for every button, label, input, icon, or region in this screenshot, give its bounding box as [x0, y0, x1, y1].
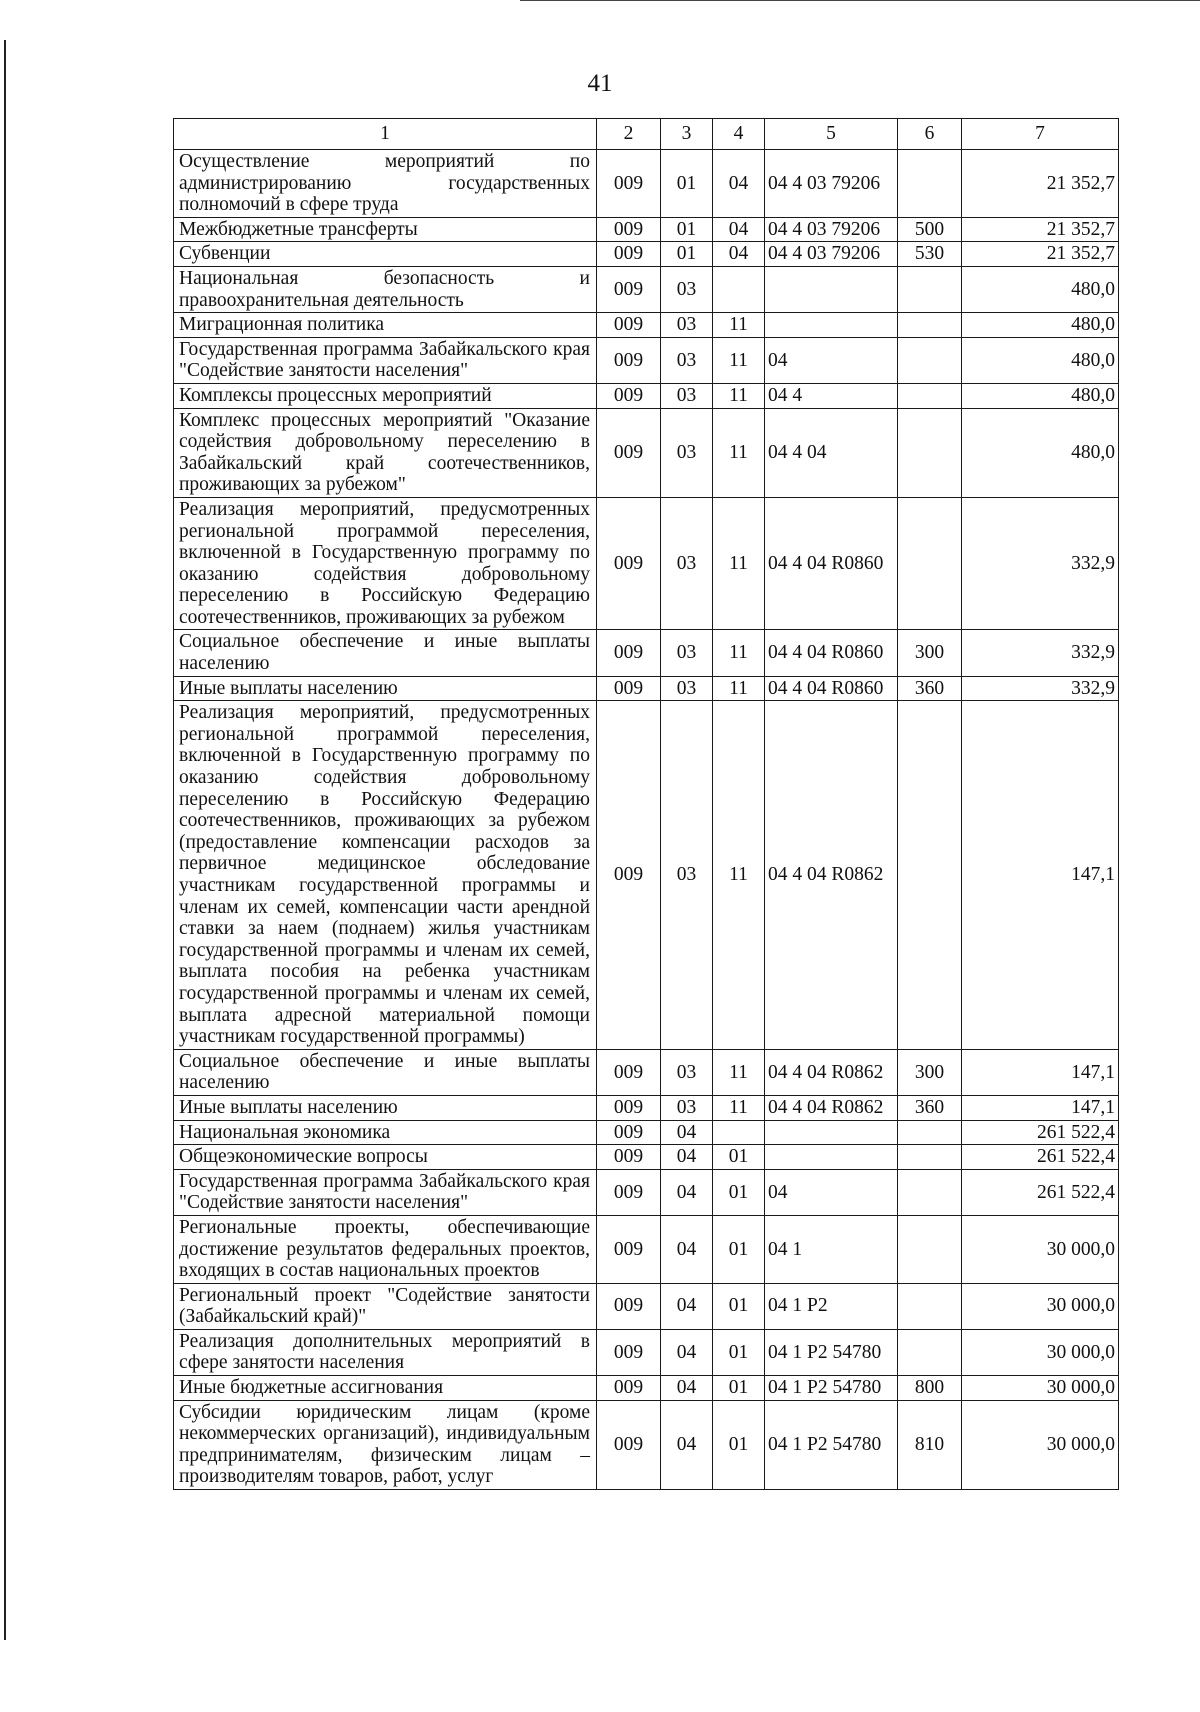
row-subsection-cell: 11	[713, 313, 765, 338]
table-row	[174, 1283, 1119, 1329]
row-amount-cell: 332,9	[962, 630, 1119, 676]
row-expense-type-cell	[898, 701, 962, 1050]
row-expense-type-cell	[898, 383, 962, 408]
table-row	[174, 1215, 1119, 1283]
row-expense-type-cell	[898, 1329, 962, 1375]
row-code-cell: 009	[597, 150, 661, 218]
row-code-cell: 009	[597, 242, 661, 267]
table-row	[174, 217, 1119, 242]
row-amount-cell: 261 522,4	[962, 1145, 1119, 1170]
table-row	[174, 1120, 1119, 1145]
row-subsection-cell: 11	[713, 676, 765, 701]
table-row	[174, 266, 1119, 312]
table-row	[174, 337, 1119, 383]
row-subsection-cell: 01	[713, 1376, 765, 1401]
row-amount-cell: 480,0	[962, 383, 1119, 408]
row-name-cell: Реализация мероприятий, предусмотренных региональной программой переселения, включенной в Государственную программу по оказанию содействия добровольному переселению в Российскую Федерацию соотечественников, проживающих за рубежом (предоставление компенсации расходов за первичное медицинское обследование участникам государственной программы и членам их семей, компенсации части арендной ставки за наем (поднаем) жилья участникам государственной программы и членам их семей, выплата пособия на ребенка участникам государственной программы и членам их семей, выплата адресной материальной помощи участникам государственной программы)	[174, 701, 597, 1050]
row-target-article-cell: 04 4 04 R0860	[765, 630, 898, 676]
row-name-cell: Региональные проекты, обеспечивающие достижение результатов федеральных проектов, входящих в состав национальных проектов	[174, 1215, 597, 1283]
row-section-cell: 04	[661, 1120, 713, 1145]
header-cell: 1	[174, 119, 597, 150]
row-subsection-cell: 01	[713, 1329, 765, 1375]
table-row	[174, 1329, 1119, 1375]
row-target-article-cell: 04 1 P2 54780	[765, 1376, 898, 1401]
row-code-cell: 009	[597, 217, 661, 242]
row-target-article-cell: 04 1 P2	[765, 1283, 898, 1329]
row-name-cell: Национальная экономика	[174, 1120, 597, 1145]
row-name-cell: Субсидии юридическим лицам (кроме некоммерческих организаций), индивидуальным предпринимателям, физическим лицам – производителям товаров, работ, услуг	[174, 1400, 597, 1489]
table-row	[174, 408, 1119, 497]
row-amount-cell: 332,9	[962, 676, 1119, 701]
row-expense-type-cell	[898, 1145, 962, 1170]
row-amount-cell: 480,0	[962, 337, 1119, 383]
row-name-cell: Национальная безопасность и правоохранительная деятельность	[174, 266, 597, 312]
row-expense-type-cell	[898, 1215, 962, 1283]
row-code-cell: 009	[597, 337, 661, 383]
table-row	[174, 242, 1119, 267]
row-target-article-cell: 04 4 03 79206	[765, 217, 898, 242]
row-subsection-cell: 11	[713, 630, 765, 676]
row-code-cell: 009	[597, 313, 661, 338]
row-name-cell: Реализация дополнительных мероприятий в сфере занятости населения	[174, 1329, 597, 1375]
row-section-cell: 03	[661, 497, 713, 630]
row-target-article-cell: 04 4 04 R0860	[765, 676, 898, 701]
row-section-cell: 04	[661, 1215, 713, 1283]
row-expense-type-cell: 530	[898, 242, 962, 267]
row-subsection-cell: 01	[713, 1283, 765, 1329]
row-name-cell: Социальное обеспечение и иные выплаты населению	[174, 1049, 597, 1095]
row-amount-cell: 480,0	[962, 266, 1119, 312]
row-expense-type-cell: 300	[898, 1049, 962, 1095]
table-header-row	[174, 119, 1119, 150]
row-amount-cell: 21 352,7	[962, 150, 1119, 218]
row-expense-type-cell: 360	[898, 1095, 962, 1120]
row-subsection-cell	[713, 1120, 765, 1145]
row-target-article-cell: 04 1 P2 54780	[765, 1400, 898, 1489]
row-target-article-cell: 04 1	[765, 1215, 898, 1283]
row-amount-cell: 21 352,7	[962, 242, 1119, 267]
row-subsection-cell: 04	[713, 242, 765, 267]
table-row	[174, 313, 1119, 338]
row-name-cell: Комплексы процессных мероприятий	[174, 383, 597, 408]
row-target-article-cell	[765, 313, 898, 338]
row-section-cell: 03	[661, 630, 713, 676]
row-code-cell: 009	[597, 497, 661, 630]
row-subsection-cell: 01	[713, 1400, 765, 1489]
row-expense-type-cell	[898, 497, 962, 630]
header-cell: 7	[962, 119, 1119, 150]
row-subsection-cell: 11	[713, 701, 765, 1050]
row-code-cell: 009	[597, 1095, 661, 1120]
row-name-cell: Региональный проект "Содействие занятости (Забайкальский край)"	[174, 1283, 597, 1329]
row-expense-type-cell: 500	[898, 217, 962, 242]
row-target-article-cell: 04 4 04 R0862	[765, 1095, 898, 1120]
table-row	[174, 150, 1119, 218]
row-section-cell: 04	[661, 1329, 713, 1375]
row-section-cell: 01	[661, 217, 713, 242]
table-row	[174, 497, 1119, 630]
scan-top-line	[520, 0, 1200, 1]
row-subsection-cell: 04	[713, 217, 765, 242]
row-subsection-cell: 11	[713, 1095, 765, 1120]
row-name-cell: Иные выплаты населению	[174, 1095, 597, 1120]
row-code-cell: 009	[597, 701, 661, 1050]
row-code-cell: 009	[597, 1215, 661, 1283]
row-amount-cell: 147,1	[962, 1049, 1119, 1095]
row-code-cell: 009	[597, 1049, 661, 1095]
row-amount-cell: 147,1	[962, 701, 1119, 1050]
row-name-cell: Иные выплаты населению	[174, 676, 597, 701]
row-expense-type-cell	[898, 337, 962, 383]
page-number: 41	[587, 70, 613, 97]
row-name-cell: Социальное обеспечение и иные выплаты населению	[174, 630, 597, 676]
row-target-article-cell	[765, 1120, 898, 1145]
row-expense-type-cell: 810	[898, 1400, 962, 1489]
row-subsection-cell	[713, 266, 765, 312]
row-amount-cell: 30 000,0	[962, 1376, 1119, 1401]
scan-edge-line	[4, 40, 6, 1640]
row-target-article-cell: 04 4 03 79206	[765, 150, 898, 218]
table-row	[174, 1049, 1119, 1095]
row-target-article-cell: 04 4 04 R0860	[765, 497, 898, 630]
row-expense-type-cell: 300	[898, 630, 962, 676]
table-row	[174, 701, 1119, 1050]
row-target-article-cell: 04	[765, 1169, 898, 1215]
row-target-article-cell: 04 4	[765, 383, 898, 408]
row-amount-cell: 480,0	[962, 313, 1119, 338]
row-amount-cell: 261 522,4	[962, 1169, 1119, 1215]
row-name-cell: Субвенции	[174, 242, 597, 267]
header-cell: 5	[765, 119, 898, 150]
row-subsection-cell: 11	[713, 408, 765, 497]
row-subsection-cell: 11	[713, 497, 765, 630]
row-amount-cell: 30 000,0	[962, 1329, 1119, 1375]
row-section-cell: 03	[661, 408, 713, 497]
row-expense-type-cell	[898, 266, 962, 312]
row-target-article-cell: 04 4 04 R0862	[765, 701, 898, 1050]
row-target-article-cell	[765, 1145, 898, 1170]
row-target-article-cell: 04 4 03 79206	[765, 242, 898, 267]
row-name-cell: Государственная программа Забайкальского края "Содействие занятости населения"	[174, 1169, 597, 1215]
row-code-cell: 009	[597, 408, 661, 497]
row-code-cell: 009	[597, 1120, 661, 1145]
row-subsection-cell: 04	[713, 150, 765, 218]
row-section-cell: 03	[661, 383, 713, 408]
row-amount-cell: 30 000,0	[962, 1283, 1119, 1329]
row-code-cell: 009	[597, 1376, 661, 1401]
table-row	[174, 630, 1119, 676]
row-expense-type-cell	[898, 313, 962, 338]
row-code-cell: 009	[597, 1329, 661, 1375]
row-amount-cell: 332,9	[962, 497, 1119, 630]
row-section-cell: 03	[661, 266, 713, 312]
row-section-cell: 03	[661, 701, 713, 1050]
row-subsection-cell: 01	[713, 1145, 765, 1170]
row-expense-type-cell: 360	[898, 676, 962, 701]
row-name-cell: Комплекс процессных мероприятий "Оказание содействия добровольному переселению в Забайкальский край соотечественников, проживающих за рубежом"	[174, 408, 597, 497]
row-name-cell: Общеэкономические вопросы	[174, 1145, 597, 1170]
row-section-cell: 03	[661, 676, 713, 701]
table-row	[174, 1095, 1119, 1120]
budget-table	[173, 118, 1119, 1490]
row-target-article-cell: 04	[765, 337, 898, 383]
row-expense-type-cell	[898, 1120, 962, 1145]
row-amount-cell: 30 000,0	[962, 1400, 1119, 1489]
row-section-cell: 03	[661, 337, 713, 383]
row-expense-type-cell	[898, 1283, 962, 1329]
row-amount-cell: 21 352,7	[962, 217, 1119, 242]
row-expense-type-cell: 800	[898, 1376, 962, 1401]
row-target-article-cell	[765, 266, 898, 312]
row-section-cell: 04	[661, 1376, 713, 1401]
row-amount-cell: 30 000,0	[962, 1215, 1119, 1283]
row-amount-cell: 480,0	[962, 408, 1119, 497]
row-subsection-cell: 01	[713, 1215, 765, 1283]
row-section-cell: 01	[661, 242, 713, 267]
row-code-cell: 009	[597, 676, 661, 701]
table-row	[174, 1376, 1119, 1401]
header-cell: 6	[898, 119, 962, 150]
row-code-cell: 009	[597, 630, 661, 676]
header-cell: 3	[661, 119, 713, 150]
row-code-cell: 009	[597, 1283, 661, 1329]
header-cell: 2	[597, 119, 661, 150]
row-name-cell: Реализация мероприятий, предусмотренных региональной программой переселения, включенной в Государственную программу по оказанию содействия добровольному переселению в Российскую Федерацию соотечественников, проживающих за рубежом	[174, 497, 597, 630]
row-amount-cell: 147,1	[962, 1095, 1119, 1120]
row-section-cell: 01	[661, 150, 713, 218]
row-subsection-cell: 01	[713, 1169, 765, 1215]
row-target-article-cell: 04 1 P2 54780	[765, 1329, 898, 1375]
header-cell: 4	[713, 119, 765, 150]
row-section-cell: 04	[661, 1145, 713, 1170]
row-name-cell: Иные бюджетные ассигнования	[174, 1376, 597, 1401]
row-section-cell: 03	[661, 313, 713, 338]
row-section-cell: 03	[661, 1095, 713, 1120]
row-subsection-cell: 11	[713, 383, 765, 408]
row-target-article-cell: 04 4 04 R0862	[765, 1049, 898, 1095]
row-subsection-cell: 11	[713, 1049, 765, 1095]
row-expense-type-cell	[898, 150, 962, 218]
row-code-cell: 009	[597, 266, 661, 312]
row-code-cell: 009	[597, 1169, 661, 1215]
row-name-cell: Осуществление мероприятий по администрированию государственных полномочий в сфере труда	[174, 150, 597, 218]
row-name-cell: Межбюджетные трансферты	[174, 217, 597, 242]
table-row	[174, 1400, 1119, 1489]
row-expense-type-cell	[898, 408, 962, 497]
row-target-article-cell: 04 4 04	[765, 408, 898, 497]
row-section-cell: 03	[661, 1049, 713, 1095]
row-name-cell: Миграционная политика	[174, 313, 597, 338]
row-code-cell: 009	[597, 1145, 661, 1170]
row-section-cell: 04	[661, 1400, 713, 1489]
table-row	[174, 383, 1119, 408]
row-amount-cell: 261 522,4	[962, 1120, 1119, 1145]
table-row	[174, 1145, 1119, 1170]
row-code-cell: 009	[597, 383, 661, 408]
row-section-cell: 04	[661, 1169, 713, 1215]
row-expense-type-cell	[898, 1169, 962, 1215]
row-subsection-cell: 11	[713, 337, 765, 383]
row-name-cell: Государственная программа Забайкальского края "Содействие занятости населения"	[174, 337, 597, 383]
table-row	[174, 676, 1119, 701]
table-row	[174, 1169, 1119, 1215]
row-code-cell: 009	[597, 1400, 661, 1489]
row-section-cell: 04	[661, 1283, 713, 1329]
